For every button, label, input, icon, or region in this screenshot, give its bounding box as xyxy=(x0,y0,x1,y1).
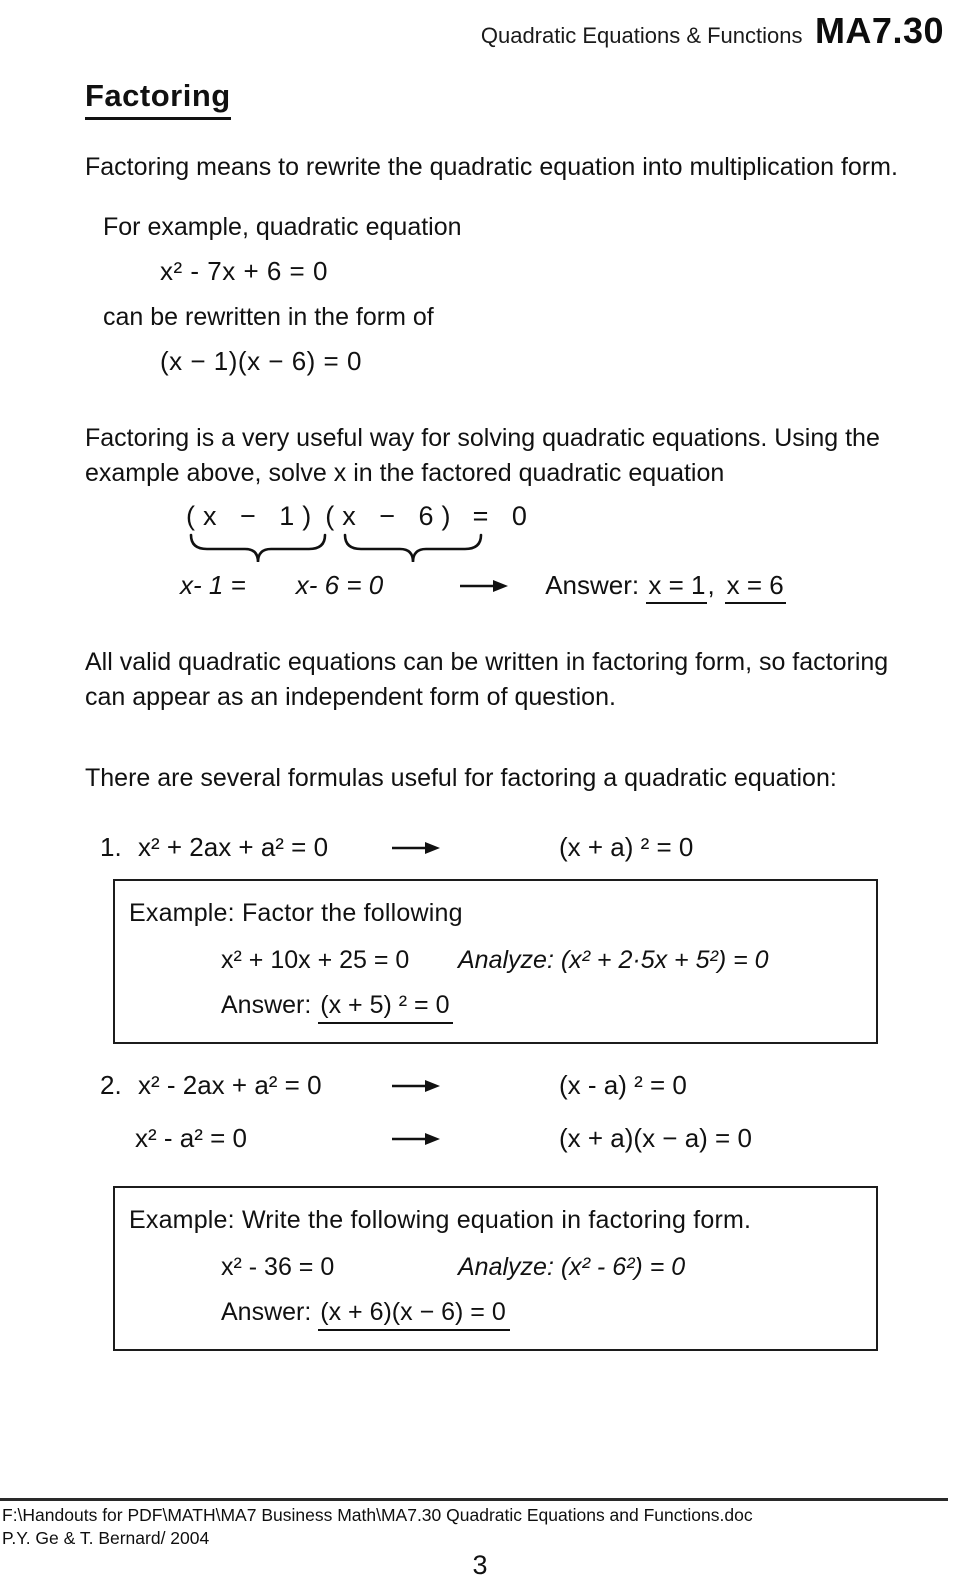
answer-label: Answer: xyxy=(545,570,640,600)
arrow-icon xyxy=(391,1130,441,1148)
footer-authors: P.Y. Ge & T. Bernard/ 2004 xyxy=(2,1528,210,1548)
course-code: MA7.30 xyxy=(814,10,944,51)
factored-equation-grouped xyxy=(186,501,960,532)
equals-zero: = 0 xyxy=(472,501,535,531)
example-lead: For example, quadratic equation xyxy=(103,213,462,241)
example-box-1-problem: x² + 10x + 25 = 0 xyxy=(221,946,410,974)
example-equation: x² - 7x + 6 = 0 xyxy=(160,256,328,286)
example-box-2-answer-row xyxy=(221,1298,866,1327)
example-box-2-problem: x² - 36 = 0 xyxy=(221,1253,335,1281)
solving-paragraph-line2: example above, solve x in the factored quadratic equation xyxy=(85,459,725,487)
course-title: Quadratic Equations & Functions xyxy=(480,23,803,48)
page-number: 3 xyxy=(472,1550,488,1580)
underbrace-right-icon xyxy=(342,532,484,566)
page-header xyxy=(0,0,960,52)
factor-group-2: (x − 6) xyxy=(325,501,459,531)
underbrace-row xyxy=(188,532,960,566)
example-box-1-title: Example: Factor the following xyxy=(129,899,463,927)
section-heading: Factoring xyxy=(85,78,231,120)
example-box-2-answer-label: Answer: xyxy=(221,1298,312,1326)
work-left-term: x- 1 = xyxy=(180,570,246,600)
underbrace-left-icon xyxy=(188,532,328,566)
answer-separator: , xyxy=(707,570,715,600)
formula-2-rhs: (x - a) ² = 0 xyxy=(559,1070,687,1100)
note-line2: can appear as an independent form of question. xyxy=(85,683,616,711)
footer-divider xyxy=(0,1498,948,1501)
answer-part xyxy=(545,570,786,601)
work-right-term: x- 6 = 0 xyxy=(295,570,384,600)
note-paragraph xyxy=(85,645,960,715)
arrow-icon xyxy=(391,1077,441,1095)
rewrite-lead: can be rewritten in the form of xyxy=(103,303,434,331)
example-box-2-answer: (x + 6)(x − 6) = 0 xyxy=(318,1298,510,1331)
example-box-1-analyze: Analyze: (x² + 2·5x + 5²) = 0 xyxy=(458,946,769,974)
arrow-icon xyxy=(459,577,509,595)
example-box-2-title: Example: Write the following equation in factoring form. xyxy=(129,1206,752,1234)
example-box-1-problem-row xyxy=(221,946,866,975)
factor-group-1: (x − 1) xyxy=(186,501,320,531)
solving-work-row xyxy=(180,570,960,601)
formula-2-lhs: x² - 2ax + a² = 0 xyxy=(138,1070,322,1100)
example-box-1-answer-label: Answer: xyxy=(221,991,312,1019)
answer-value-2: x = 6 xyxy=(725,570,786,604)
example-box-2-analyze: Analyze: (x² - 6²) = 0 xyxy=(458,1253,686,1281)
arrow-icon xyxy=(391,839,441,857)
formula-row-1 xyxy=(100,832,960,863)
formula-1-number: 1. xyxy=(100,832,122,862)
example-box-2 xyxy=(113,1186,878,1351)
footer-file-path: F:\Handouts for PDF\MATH\MA7 Business Math\MA7.30 Quadratic Equations and Functions.doc xyxy=(2,1505,753,1525)
answer-value-1: x = 1 xyxy=(646,570,707,604)
section-heading-wrap xyxy=(85,78,960,120)
example-box-1-answer-row xyxy=(221,991,866,1020)
formula-1-rhs: (x + a) ² = 0 xyxy=(559,832,694,862)
formula-row-3 xyxy=(135,1123,960,1154)
page-footer xyxy=(0,1498,960,1581)
example-box-1-answer: (x + 5) ² = 0 xyxy=(318,991,453,1024)
example-box-1 xyxy=(113,879,878,1044)
solving-paragraph-line1: Factoring is a very useful way for solving quadratic equations. Using the xyxy=(85,424,880,452)
formula-3-lhs: x² - a² = 0 xyxy=(135,1123,247,1153)
formulas-intro: There are several formulas useful for factoring a quadratic equation: xyxy=(85,764,837,792)
example-box-2-problem-row xyxy=(221,1253,866,1282)
note-line1: All valid quadratic equations can be written in factoring form, so factoring xyxy=(85,648,889,676)
intro-paragraph: Factoring means to rewrite the quadratic equation into multiplication form. xyxy=(85,153,898,181)
formula-3-rhs: (x + a)(x − a) = 0 xyxy=(559,1123,752,1153)
solving-paragraph xyxy=(85,421,960,491)
formula-2-number: 2. xyxy=(100,1070,122,1100)
formula-row-2 xyxy=(100,1070,960,1101)
formula-1-lhs: x² + 2ax + a² = 0 xyxy=(138,832,329,862)
factored-equation: (x − 1)(x − 6) = 0 xyxy=(160,346,362,376)
